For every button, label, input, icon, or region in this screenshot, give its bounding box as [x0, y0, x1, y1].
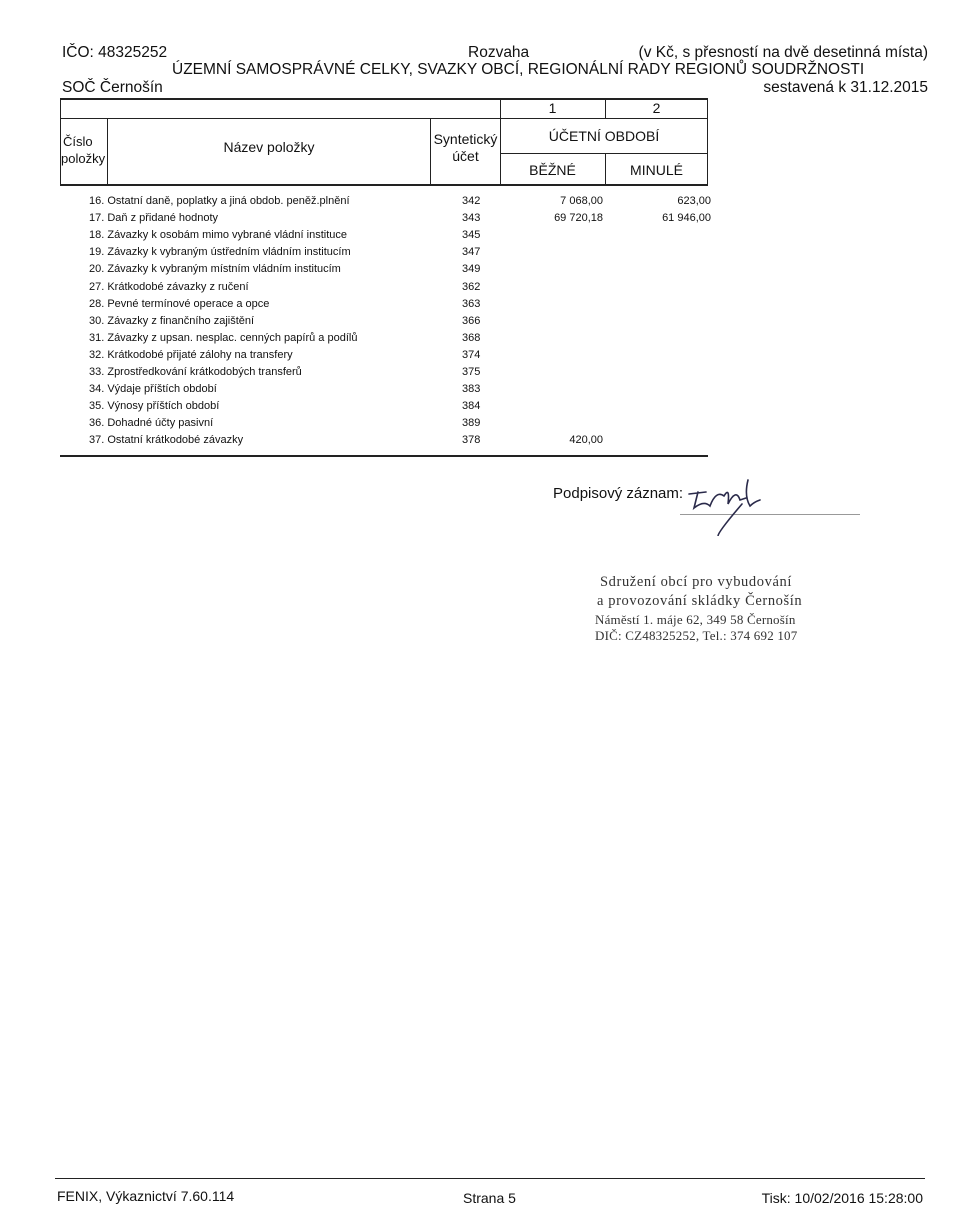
account-number: 368: [462, 331, 481, 344]
item-name: 35. Výnosy příštích období: [89, 400, 220, 413]
table-row: [0, 281, 960, 298]
item-name: 28. Pevné termínové operace a opce: [89, 297, 270, 310]
current-period-header: BĚŽNÉ: [529, 162, 576, 178]
stamp-line-1: Sdružení obcí pro vybudování: [600, 574, 792, 590]
compiled-date: sestavená k 31.12.2015: [763, 79, 928, 96]
previous-period-header: MINULÉ: [630, 162, 683, 178]
footer-rule: [55, 1178, 925, 1179]
table-row: [0, 315, 960, 332]
previous-period-value: 623,00: [677, 195, 711, 207]
table-row: [0, 229, 960, 246]
item-name: 33. Zprostředkování krátkodobých transferů: [89, 366, 302, 378]
table-row: [0, 400, 960, 417]
column-number-1: 1: [548, 100, 557, 116]
entity-name: SOČ Černošín: [62, 79, 163, 96]
account-header-line2: účet: [452, 148, 479, 164]
current-period-value: 69 720,18: [554, 212, 603, 225]
account-number: 374: [462, 348, 481, 361]
table-bottom-rule: [60, 455, 708, 457]
table-row: [0, 383, 960, 400]
table-row: [0, 298, 960, 315]
footer-page-number: Strana 5: [463, 1190, 516, 1206]
previous-period-value: 61 946,00: [662, 212, 711, 225]
footer-software: FENIX, Výkaznictví 7.60.114: [57, 1188, 235, 1204]
column-number-2: 2: [652, 100, 661, 116]
table-row: [0, 366, 960, 383]
table-row: [0, 212, 960, 229]
account-number: 347: [462, 246, 481, 259]
account-number: 342: [462, 195, 481, 207]
item-name: 34. Výdaje příštích období: [89, 383, 217, 396]
account-number: 343: [462, 212, 481, 225]
account-number: 383: [462, 383, 481, 396]
table-row: [0, 246, 960, 263]
item-name: 17. Daň z přidané hodnoty: [89, 212, 219, 225]
account-number: 378: [462, 434, 481, 447]
units-note: (v Kč, s přesností na dvě desetinná místa): [638, 44, 928, 61]
item-name: 32. Krátkodobé přijaté zálohy na transfery: [89, 348, 293, 361]
account-number: 363: [462, 297, 481, 310]
footer-print-time: Tisk: 10/02/2016 15:28:00: [761, 1190, 923, 1206]
current-period-value: 7 068,00: [560, 195, 603, 207]
item-name: 31. Závazky z upsan. nesplac. cenných papírů a podílů: [89, 331, 358, 344]
account-number: 384: [462, 400, 481, 413]
signature-label: Podpisový záznam:: [553, 485, 684, 502]
account-header-line1: Syntetický: [433, 131, 498, 147]
account-number: 375: [462, 366, 481, 378]
report-title: Rozvaha: [468, 44, 530, 61]
item-name: 16. Ostatní daně, poplatky a jiná obdob. peněž.plnění: [89, 195, 350, 207]
stamp-line-4: DIČ: CZ48325252, Tel.: 374 692 107: [595, 628, 798, 643]
table-row: [0, 434, 960, 451]
table-row: [0, 195, 960, 212]
account-number: 349: [462, 263, 481, 276]
item-name-header: Název položky: [223, 139, 315, 155]
item-name: 19. Závazky k vybraným ústředním vládním institucím: [89, 246, 351, 259]
table-row: [0, 417, 960, 434]
account-number: 345: [462, 229, 481, 242]
item-name: 18. Závazky k osobám mimo vybrané vládní instituce: [89, 229, 348, 242]
current-period-value: 420,00: [569, 434, 603, 447]
handwritten-signature: [684, 476, 774, 536]
accounting-period-header: ÚČETNÍ OBDOBÍ: [548, 128, 660, 144]
item-name: 20. Závazky k vybraným místním vládním institucím: [89, 263, 341, 276]
item-name: 37. Ostatní krátkodobé závazky: [89, 434, 244, 447]
item-number-header-line2: položky: [61, 151, 106, 166]
item-name: 27. Krátkodobé závazky z ručení: [89, 280, 249, 293]
table-row: [0, 263, 960, 280]
stamp-line-3: Náměstí 1. máje 62, 349 58 Černošín: [595, 612, 796, 627]
item-name: 30. Závazky z finančního zajištění: [89, 314, 255, 327]
stamp-line-2: a provozování skládky Černošín: [597, 593, 803, 609]
ico: IČO: 48325252: [62, 44, 168, 61]
item-number-header-line1: Číslo: [63, 134, 93, 149]
table-row: [0, 332, 960, 349]
table-row: [0, 349, 960, 366]
account-number: 362: [462, 280, 481, 293]
item-name: 36. Dohadné účty pasivní: [89, 417, 214, 430]
account-number: 389: [462, 417, 481, 430]
account-number: 366: [462, 314, 481, 327]
entity-type: ÚZEMNÍ SAMOSPRÁVNÉ CELKY, SVAZKY OBCÍ, REGIONÁLNÍ RADY REGIONŮ SOUDRŽNOSTI: [172, 61, 865, 78]
